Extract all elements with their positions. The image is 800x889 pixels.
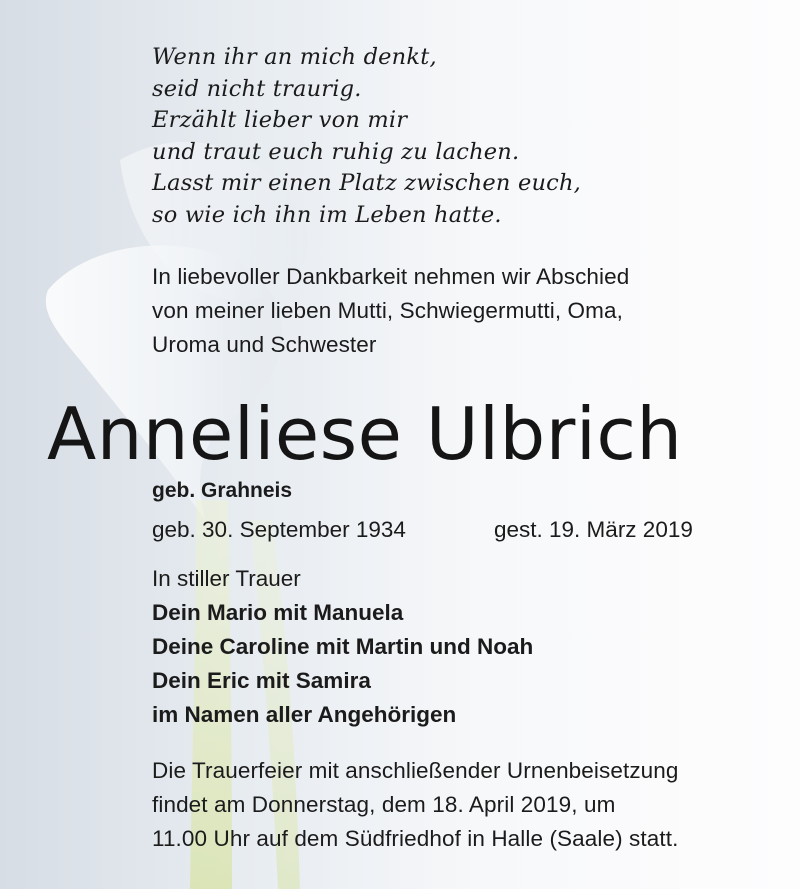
deceased-name: Anneliese Ulbrich <box>47 392 683 476</box>
mourner-entry: im Namen aller Angehörigen <box>152 702 457 727</box>
maiden-name: geb. Grahneis <box>152 479 293 502</box>
poem-line: und traut euch ruhig zu lachen. <box>152 138 520 165</box>
poem-line: Lasst mir einen Platz zwischen euch, <box>152 170 581 197</box>
poem-line: Erzählt lieber von mir <box>152 107 408 134</box>
intro-line: In liebevoller Dankbarkeit nehmen wir Abschied <box>152 264 630 289</box>
intro-line: von meiner lieben Mutti, Schwiegermutti, Oma, <box>152 298 623 323</box>
mourner-entry: Dein Mario mit Manuela <box>152 600 404 625</box>
funeral-line: Die Trauerfeier mit anschließender Urnenbeisetzung <box>152 758 679 783</box>
intro-line: Uroma und Schwester <box>152 332 377 357</box>
mourner-entry: Dein Eric mit Samira <box>152 668 371 693</box>
death-date: gest. 19. März 2019 <box>494 517 693 542</box>
mourner-entry: Deine Caroline mit Martin und Noah <box>152 634 534 659</box>
funeral-line: 11.00 Uhr auf dem Südfriedhof in Halle (Saale) statt. <box>152 826 679 851</box>
farewell-intro <box>152 260 629 362</box>
poem-line: seid nicht traurig. <box>152 75 362 102</box>
funeral-line: findet am Donnerstag, dem 18. April 2019, um <box>152 792 616 817</box>
mourners-list <box>152 562 533 732</box>
poem-line: so wie ich ihn im Leben hatte. <box>152 201 502 228</box>
mourning-intro: In stiller Trauer <box>152 566 301 591</box>
birth-date: geb. 30. September 1934 <box>152 517 406 542</box>
funeral-notice <box>152 754 679 856</box>
poem-line: Wenn ihr an mich denkt, <box>152 44 437 70</box>
poem <box>152 42 581 232</box>
